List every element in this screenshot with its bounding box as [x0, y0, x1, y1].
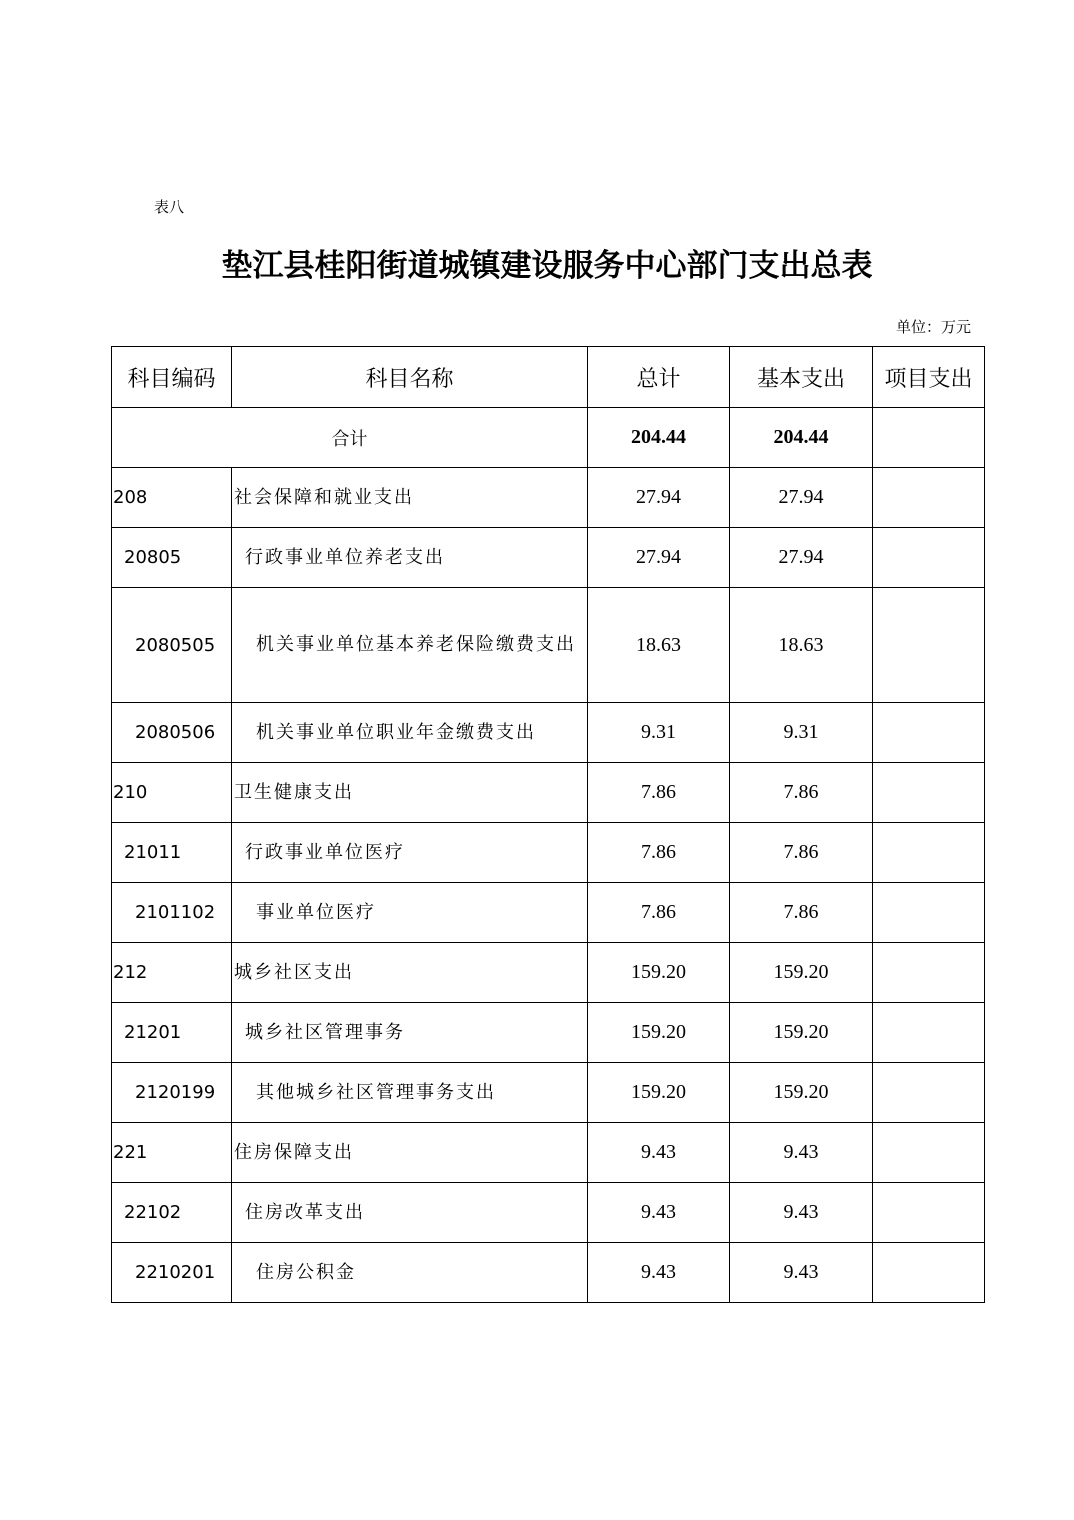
row-code: 2080505	[112, 588, 232, 703]
row-total: 159.20	[588, 1003, 730, 1063]
table-row	[112, 528, 985, 588]
row-code: 2080506	[112, 703, 232, 763]
row-basic: 9.43	[730, 1183, 873, 1243]
row-code: 21201	[112, 1003, 232, 1063]
table-row	[112, 703, 985, 763]
row-project	[873, 468, 985, 528]
row-project	[873, 1123, 985, 1183]
row-basic: 7.86	[730, 823, 873, 883]
row-name: 机关事业单位基本养老保险缴费支出	[232, 588, 588, 703]
table-row	[112, 1123, 985, 1183]
row-code: 212	[112, 943, 232, 1003]
row-project	[873, 883, 985, 943]
row-project	[873, 703, 985, 763]
row-basic: 9.31	[730, 703, 873, 763]
table-row	[112, 1003, 985, 1063]
row-code: 221	[112, 1123, 232, 1183]
page-title: 垫江县桂阳街道城镇建设服务中心部门支出总表	[221, 248, 873, 284]
row-total: 7.86	[588, 763, 730, 823]
row-code: 22102	[112, 1183, 232, 1243]
row-total: 9.43	[588, 1123, 730, 1183]
row-basic: 159.20	[730, 943, 873, 1003]
row-name: 住房公积金	[232, 1243, 588, 1303]
row-name: 住房保障支出	[232, 1123, 588, 1183]
total-basic: 204.44	[730, 408, 873, 468]
row-project	[873, 763, 985, 823]
row-name: 卫生健康支出	[232, 763, 588, 823]
row-total: 9.31	[588, 703, 730, 763]
row-total: 9.43	[588, 1243, 730, 1303]
header-basic: 基本支出	[730, 347, 873, 408]
row-basic: 27.94	[730, 468, 873, 528]
row-name: 其他城乡社区管理事务支出	[232, 1063, 588, 1123]
row-name: 行政事业单位养老支出	[232, 528, 588, 588]
total-label: 合计	[112, 408, 588, 468]
table-row	[112, 468, 985, 528]
row-code: 2210201	[112, 1243, 232, 1303]
row-name: 社会保障和就业支出	[232, 468, 588, 528]
row-project	[873, 588, 985, 703]
row-code: 208	[112, 468, 232, 528]
row-name: 行政事业单位医疗	[232, 823, 588, 883]
table-number-label: 表八	[154, 198, 185, 216]
row-name: 机关事业单位职业年金缴费支出	[232, 703, 588, 763]
table-row	[112, 1063, 985, 1123]
row-code: 2101102	[112, 883, 232, 943]
table-row	[112, 1243, 985, 1303]
row-name: 事业单位医疗	[232, 883, 588, 943]
row-project	[873, 1003, 985, 1063]
row-basic: 9.43	[730, 1123, 873, 1183]
row-code: 21011	[112, 823, 232, 883]
row-total: 159.20	[588, 1063, 730, 1123]
total-project	[873, 408, 985, 468]
row-basic: 159.20	[730, 1063, 873, 1123]
unit-label: 单位：万元	[895, 318, 971, 336]
row-basic: 7.86	[730, 763, 873, 823]
row-code: 210	[112, 763, 232, 823]
table-row	[112, 1183, 985, 1243]
row-basic: 159.20	[730, 1003, 873, 1063]
row-project	[873, 943, 985, 1003]
row-total: 9.43	[588, 1183, 730, 1243]
row-total: 18.63	[588, 588, 730, 703]
header-name: 科目名称	[232, 347, 588, 408]
table-header-row	[112, 347, 985, 408]
row-total: 7.86	[588, 883, 730, 943]
table-row	[112, 823, 985, 883]
row-project	[873, 1063, 985, 1123]
row-project	[873, 1183, 985, 1243]
row-total: 7.86	[588, 823, 730, 883]
row-basic: 7.86	[730, 883, 873, 943]
total-sum: 204.44	[588, 408, 730, 468]
table-row	[112, 943, 985, 1003]
header-code: 科目编码	[112, 347, 232, 408]
row-name: 城乡社区支出	[232, 943, 588, 1003]
table-row	[112, 588, 985, 703]
table-row	[112, 763, 985, 823]
row-total: 159.20	[588, 943, 730, 1003]
row-project	[873, 528, 985, 588]
row-code: 2120199	[112, 1063, 232, 1123]
total-row	[112, 408, 985, 468]
row-total: 27.94	[588, 468, 730, 528]
row-code: 20805	[112, 528, 232, 588]
row-total: 27.94	[588, 528, 730, 588]
table-row	[112, 883, 985, 943]
expenditure-table	[111, 346, 985, 1303]
header-total: 总计	[588, 347, 730, 408]
row-basic: 18.63	[730, 588, 873, 703]
row-name: 城乡社区管理事务	[232, 1003, 588, 1063]
row-name: 住房改革支出	[232, 1183, 588, 1243]
row-basic: 27.94	[730, 528, 873, 588]
row-basic: 9.43	[730, 1243, 873, 1303]
row-project	[873, 823, 985, 883]
row-project	[873, 1243, 985, 1303]
header-project: 项目支出	[873, 347, 985, 408]
